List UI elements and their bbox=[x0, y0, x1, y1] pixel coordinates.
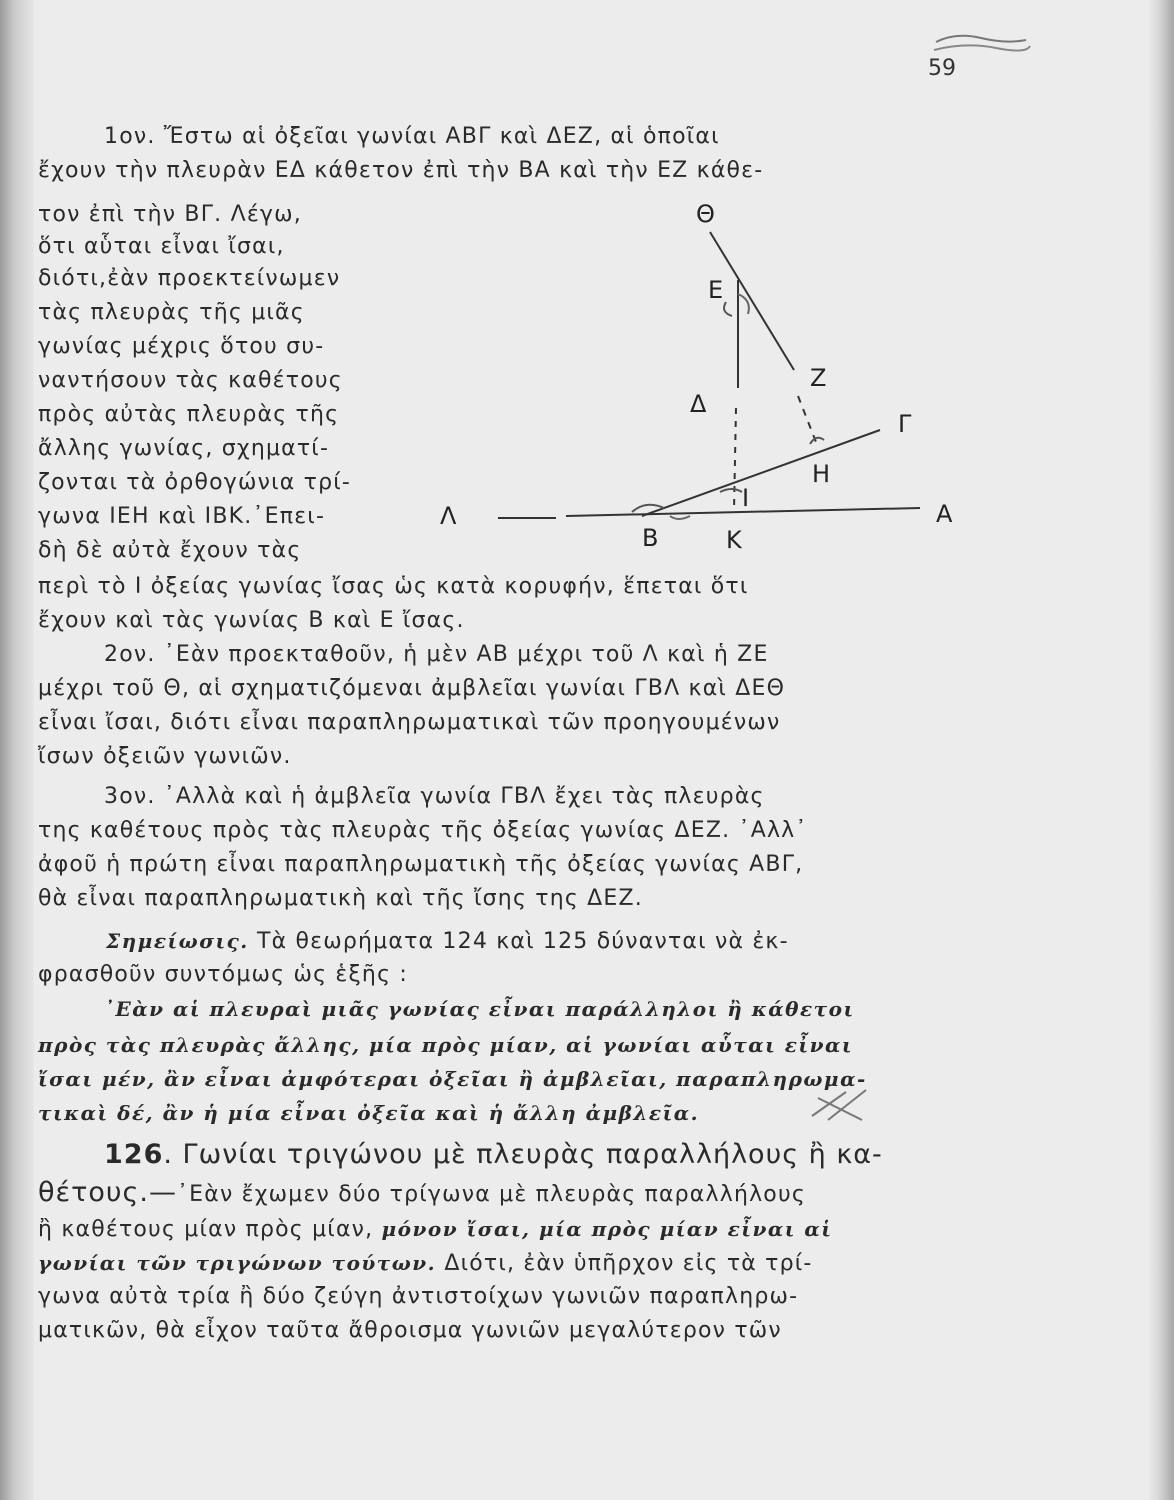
page-number: 59 bbox=[928, 56, 956, 81]
theorem-line2-rest: ᾿Εὰν ἔχωμεν δύο τρίγωνα μὲ πλευρὰς παραλλήλους bbox=[176, 1182, 807, 1207]
theorem-line3-italic: μόνον ἴσαι, μία πρὸς μίαν εἶναι αἱ bbox=[381, 1217, 833, 1241]
section1-line-8: ναντήσουν τὰς καθέτους bbox=[38, 368, 343, 393]
note-line-1 bbox=[106, 926, 789, 957]
label-zeta: Ζ bbox=[810, 364, 827, 392]
label-delta: Δ bbox=[690, 390, 707, 418]
line-BG bbox=[642, 430, 880, 516]
section1-line-3: τον ἐπὶ τὴν ΒΓ. Λέγω, bbox=[38, 202, 302, 227]
note-italic-line-4: τικαὶ δέ, ἂν ἡ μία εἶναι ὀξεῖα καὶ ἡ ἄλλη ἀμβλεῖα. bbox=[38, 1101, 700, 1125]
note-intro: Τὰ θεωρήματα 124 καὶ 125 δύνανται νὰ ἐκ- bbox=[256, 929, 789, 954]
section1-line-4: ὅτι αὗται εἶναι ἴσαι, bbox=[38, 234, 285, 259]
arc-angle-B2 bbox=[670, 516, 690, 519]
arc-angle-B bbox=[632, 505, 664, 512]
theorem-126-title-line bbox=[104, 1140, 883, 1170]
note-heading: Σημείωσις. bbox=[106, 929, 249, 953]
section3-line-2: της καθέτους πρὸς τὰς πλευρὰς τῆς ὀξείας γωνίας ΔΕΖ. ᾿Αλλ᾿ bbox=[38, 818, 808, 843]
theorem-line4-italic: γωνίαι τῶν τριγώνων τούτων. bbox=[38, 1251, 437, 1275]
page-right-edge bbox=[1148, 0, 1174, 1500]
section1-line-6: τὰς πλευρὰς τῆς μιᾶς bbox=[38, 300, 305, 325]
label-iota: Ι bbox=[742, 484, 750, 512]
label-lambda: Λ bbox=[440, 502, 457, 530]
theorem-126-line-5: γωνα αὐτὰ τρία ἢ δύο ζεύγη ἀντιστοίχων γωνιῶν παραπληρω- bbox=[38, 1284, 799, 1309]
section2-line-1: 2ον. ᾿Εὰν προεκταθοῦν, ἡ μὲν ΑΒ μέχρι τοῦ Λ καὶ ἡ ΖΕ bbox=[104, 642, 769, 667]
section3-line-4: θὰ εἶναι παραπληρωματικὴ καὶ τῆς ἴσης της ΔΕΖ. bbox=[38, 886, 643, 911]
section1-line-15: ἔχουν καὶ τὰς γωνίας Β καὶ Ε ἴσας. bbox=[38, 608, 465, 633]
right-angle-H bbox=[810, 438, 824, 444]
section1-line-9: πρὸς αὐτὰς πλευρὰς τῆς bbox=[38, 402, 340, 427]
page-binding-shadow bbox=[0, 0, 34, 1500]
arc-angle-E2 bbox=[738, 294, 749, 314]
section1-line-1: 1ον. Ἔστω αἱ ὀξεῖαι γωνίαι ΑΒΓ καὶ ΔΕΖ, αἱ ὁποῖαι bbox=[104, 124, 720, 149]
note-italic-line-2: πρὸς τὰς πλευρὰς ἄλλης, μία πρὸς μίαν, αἱ γωνίαι αὗται εἶναι bbox=[38, 1033, 854, 1057]
theorem-number: 126 bbox=[104, 1139, 164, 1170]
theorem-line3-plain: ἢ καθέτους μίαν πρὸς μίαν, bbox=[38, 1217, 374, 1242]
label-epsilon: Ε bbox=[708, 276, 724, 304]
theorem-126-line-2 bbox=[38, 1178, 806, 1210]
note-italic-line-1: ᾿Εὰν αἱ πλευραὶ μιᾶς γωνίας εἶναι παράλληλοι ἢ κάθετοι bbox=[104, 997, 855, 1021]
theorem-126-line-6: ματικῶν, θὰ εἶχον ταῦτα ἄθροισμα γωνιῶν μεγαλύτερον τῶν bbox=[38, 1318, 782, 1343]
theorem-title-part1: . Γωνίαι τριγώνου μὲ πλευρὰς παραλλήλους ἢ κα- bbox=[163, 1139, 883, 1170]
arc-angle-I bbox=[720, 489, 742, 492]
section1-line-5: διότι,ἐὰν προεκτείνωμεν bbox=[38, 266, 341, 291]
line-Z-H-dashed bbox=[798, 396, 816, 442]
section2-line-4: ἴσων ὀξειῶν γωνιῶν. bbox=[38, 744, 292, 769]
theorem-126-line-4 bbox=[38, 1248, 813, 1279]
theorem-line4-rest: Διότι, ἐὰν ὑπῆρχον εἰς τὰ τρί- bbox=[444, 1251, 813, 1276]
section1-line-7: γωνίας μέχρις ὅτου συ- bbox=[38, 334, 325, 359]
label-eta: Η bbox=[812, 460, 831, 488]
section1-line-10: ἄλλης γωνίας, σχηματί- bbox=[38, 436, 330, 461]
note-line-2: φρασθοῦν συντόμως ὡς ἑξῆς : bbox=[38, 962, 408, 987]
label-gamma: Γ bbox=[898, 410, 912, 438]
note-italic-line-3: ἴσαι μέν, ἂν εἶναι ἀμφότεραι ὀξεῖαι ἢ ἀμβλεῖαι, παραπληρωμα- bbox=[38, 1067, 867, 1091]
section2-line-2: μέχρι τοῦ Θ, αἱ σχηματιζόμεναι ἀμβλεῖαι γωνίαι ΓΒΛ καὶ ΔΕΘ bbox=[38, 676, 786, 701]
section3-line-1: 3ον. ᾿Αλλὰ καὶ ἡ ἀμβλεῖα γωνία ΓΒΛ ἔχει τὰς πλευρὰς bbox=[104, 784, 765, 809]
label-theta: Θ bbox=[696, 200, 715, 228]
section1-line-12: γωνα ΙΕΗ καὶ ΙΒΚ.᾿Επει- bbox=[38, 504, 326, 529]
arc-angle-E bbox=[724, 302, 732, 316]
section2-line-3: εἶναι ἴσαι, διότι εἶναι παραπληρωματικαὶ τῶν προηγουμένων bbox=[38, 710, 781, 735]
geometry-figure bbox=[420, 190, 980, 560]
theorem-126-line-3 bbox=[38, 1214, 832, 1245]
section1-line-2: ἔχουν τὴν πλευρὰν ΕΔ κάθετον ἐπὶ τὴν ΒΑ καὶ τὴν ΕΖ κάθε- bbox=[38, 158, 764, 183]
section1-line-13: δὴ δὲ αὐτὰ ἔχουν τὰς bbox=[38, 538, 302, 563]
label-beta: Β bbox=[642, 524, 659, 552]
handwritten-x-mark bbox=[806, 1086, 876, 1126]
label-kappa: Κ bbox=[726, 526, 742, 554]
section3-line-3: ἀφοῦ ἡ πρώτη εἶναι παραπληρωματικὴ τῆς ὀξείας γωνίας ΑΒΓ, bbox=[38, 852, 804, 877]
label-alpha: Α bbox=[936, 500, 953, 528]
theorem-title-part2: θέτους.— bbox=[38, 1177, 177, 1208]
line-D-K-dashed bbox=[734, 408, 736, 510]
section1-line-14: περὶ τὸ Ι ὀξείας γωνίας ἴσας ὡς κατὰ κορυφήν, ἕπεται ὅτι bbox=[38, 574, 749, 599]
section1-line-11: ζονται τὰ ὀρθογώνια τρί- bbox=[38, 470, 352, 495]
